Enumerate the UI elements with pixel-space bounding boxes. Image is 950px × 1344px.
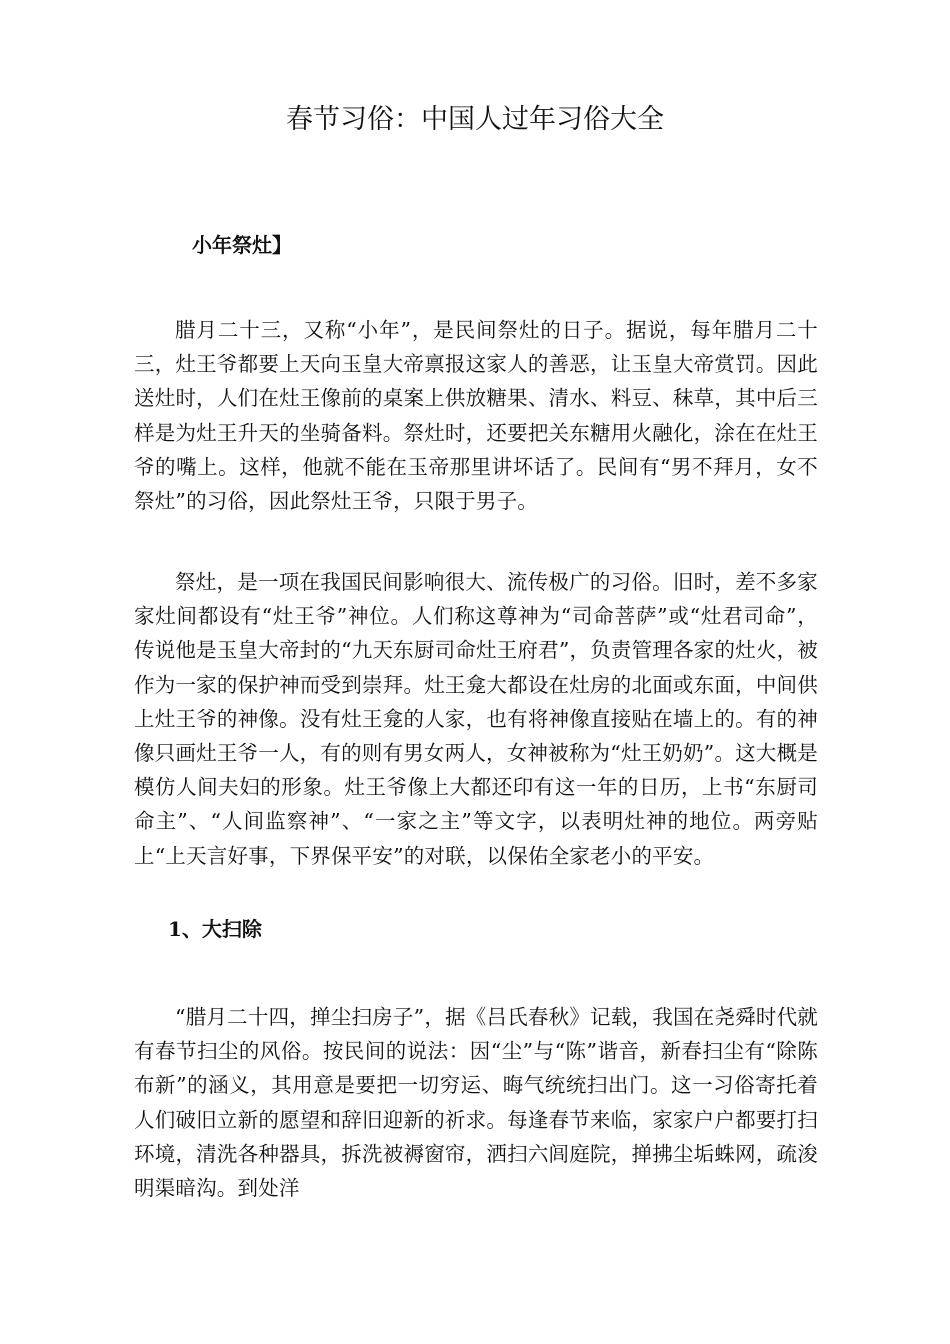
section-heading-xiaonian: 小年祭灶】 <box>192 233 292 257</box>
paragraph-dasaochu-1: “腊月二十四，掸尘扫房子”，据《吕氏春秋》记载，我国在尧舜时代就有春节扫尘的风俗。按民间的说法：因“尘”与“陈”谐音，新春扫尘有“除陈布新”的涵义，其用意是要把一切穷运、晦气统统扫出门。这一习俗寄托着人们破旧立新的愿望和辞旧迎新的祈求。每逢春节来临，家家户户都要打扫环境，清洗各种器具，拆洗被褥窗帘，洒扫六闾庭院，掸拂尘垢蛛网，疏浚明渠暗沟。到处洋 <box>134 1005 818 1201</box>
page-title: 春节习俗：中国人过年习俗大全 <box>286 104 664 135</box>
paragraph-xiaonian-1: 腊月二十三，又称“小年”，是民间祭灶的日子。据说，每年腊月二十三，灶王爷都要上天向玉皇大帝禀报这家人的善恶，让玉皇大帝赏罚。因此送灶时，人们在灶王像前的桌案上供放糖果、清水、料豆、秣草，其中后三样是为灶王升天的坐骑备料。祭灶时，还要把关东糖用火融化，涂在在灶王爷的嘴上。这样，他就不能在玉帝那里讲坏话了。民间有“男不拜月，女不祭灶”的习俗，因此祭灶王爷，只限于男子。 <box>134 318 818 514</box>
section-heading-dasaochu: 1、大扫除 <box>168 917 262 941</box>
paragraph-xiaonian-2: 祭灶，是一项在我国民间影响很大、流传极广的习俗。旧时，差不多家家灶间都设有“灶王爷”神位。人们称这尊神为“司命菩萨”或“灶君司命”，传说他是玉皇大帝封的“九天东厨司命灶王府君”，负责管理各家的灶火，被作为一家的保护神而受到崇拜。灶王龛大都设在灶房的北面或东面，中间供上灶王爷的神像。没有灶王龛的人家，也有将神像直接贴在墙上的。有的神像只画灶王爷一人，有的则有男女两人，女神被称为“灶王奶奶”。这大概是模仿人间夫妇的形象。灶王爷像上大都还印有这一年的日历，上书“东厨司命主”、“人间监察神”、“一家之主”等文字，以表明灶神的地位。两旁贴上“上天言好事，下界保平安”的对联，以保佑全家老小的平安。 <box>134 570 818 868</box>
